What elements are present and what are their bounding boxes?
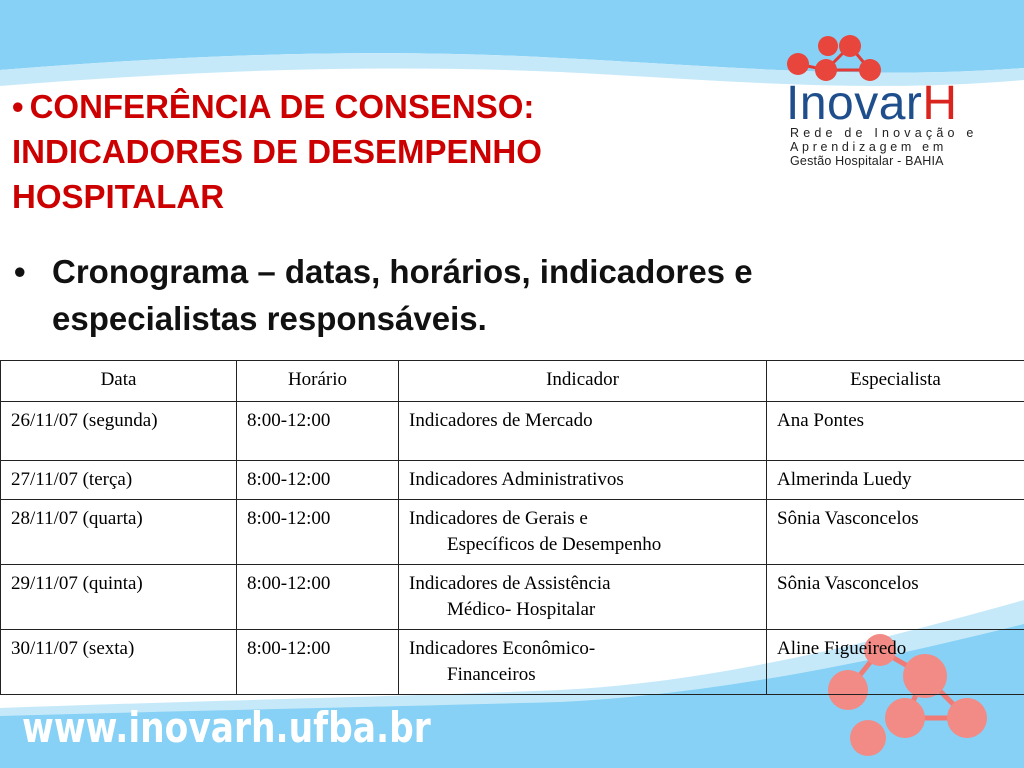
cell-indicador [399,402,767,461]
slide-title [12,84,712,219]
cell-especialista: Sônia Vasconcelos [767,500,1024,565]
title-bullet: • [12,88,24,125]
title-line1: CONFERÊNCIA DE CONSENSO: [29,88,535,125]
indicador-line1: Indicadores de Assistência [409,573,611,594]
table-row [1,402,1024,461]
indicador-line1: Indicadores de Gerais e [409,508,588,529]
cell-especialista: Sônia Vasconcelos [767,565,1024,630]
cell-horario: 8:00-12:00 [237,461,399,500]
logo-name-inovar: Inovar [786,77,923,130]
logo-subtitle [790,126,978,168]
cell-indicador [399,500,767,565]
cell-data: 28/11/07 (quarta) [1,500,237,565]
cell-data: 26/11/07 (segunda) [1,402,237,461]
schedule-table [0,360,1024,695]
indicador-line1: Indicadores de Mercado [409,410,593,431]
indicador-line1: Indicadores Econômico- [409,638,596,659]
header-indicador: Indicador [399,361,767,402]
indicador-line2: Financeiros [447,664,536,685]
cell-horario: 8:00-12:00 [237,630,399,695]
indicador-line2: Médico- Hospitalar [447,599,596,620]
cell-especialista: Almerinda Luedy [767,461,1024,500]
cell-especialista: Aline Figueiredo [767,630,1024,695]
cell-indicador [399,630,767,695]
header-horario: Horário [237,361,399,402]
header-especialista: Especialista [767,361,1024,402]
cell-horario: 8:00-12:00 [237,402,399,461]
bullet-text-line2: especialistas responsáveis. [52,300,487,337]
cell-data: 30/11/07 (sexta) [1,630,237,695]
bullet-text-line1: Cronograma – datas, horários, indicadores e [52,253,753,290]
table-header-row [1,361,1024,402]
cell-indicador [399,565,767,630]
cell-indicador [399,461,767,500]
indicador-line2: Específicos de Desempenho [447,534,662,555]
logo-subtitle-line1: Rede de Inovação e [790,126,978,140]
table-row [1,461,1024,500]
cell-horario: 8:00-12:00 [237,565,399,630]
table-row [1,630,1024,695]
logo-wordmark [786,76,958,132]
schedule-bullet [14,248,994,342]
footer-url: www.inovarh.ufba.br [22,703,431,752]
header-data: Data [1,361,237,402]
table-row [1,565,1024,630]
inovarh-logo [780,30,1010,180]
indicador-line1: Indicadores Administrativos [409,469,624,490]
bullet-dot: • [14,253,26,290]
cell-data: 27/11/07 (terça) [1,461,237,500]
logo-subtitle-line2: Aprendizagem em [790,140,947,154]
logo-subtitle-line3: Gestão Hospitalar - BAHIA [790,154,944,168]
title-line2: INDICADORES DE DESEMPENHO [12,133,542,170]
title-line3: HOSPITALAR [12,178,225,215]
table-row [1,500,1024,565]
cell-data: 29/11/07 (quinta) [1,565,237,630]
cell-horario: 8:00-12:00 [237,500,399,565]
cell-especialista: Ana Pontes [767,402,1024,461]
logo-name-h: H [922,77,958,130]
